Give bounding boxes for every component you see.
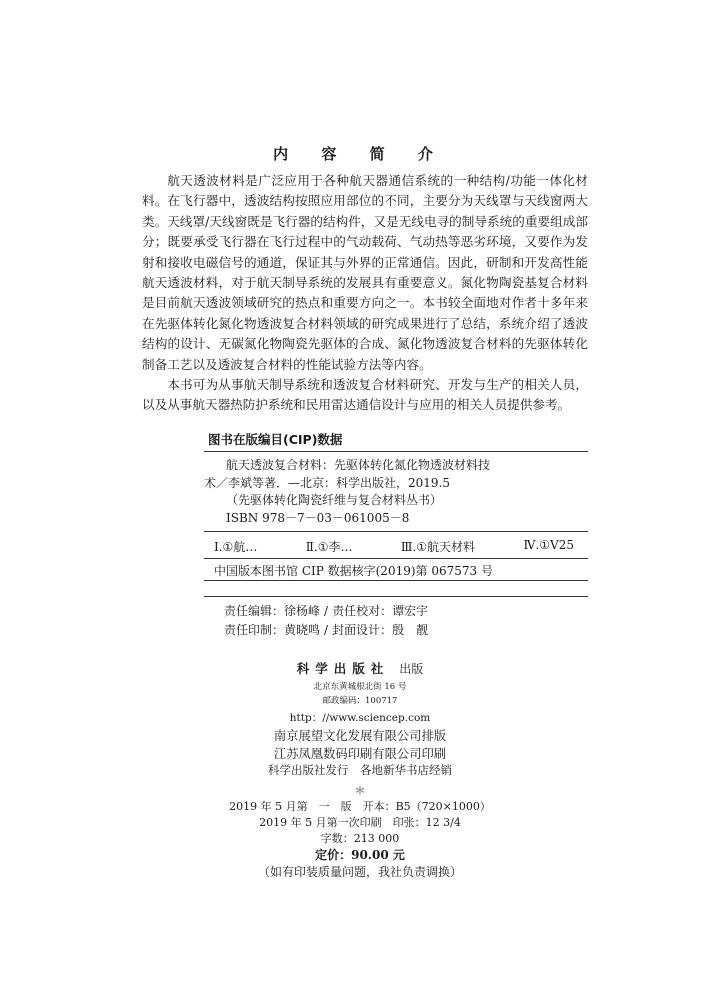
cip-line: 术／李斌等著．—北京：科学出版社，2019.5 [204, 475, 450, 490]
printing-label: 责任印制： [224, 623, 285, 637]
summary-paragraph: 本书可为从事航天制导系统和透波复合材料研究、开发与生产的相关人员，以及从事航天器热防护系统和民用雷达通信设计与应用的相关人员提供参考。 [142, 377, 588, 413]
printing-info: 2019 年 5 月第一次印刷 印张：12 3/4 [259, 816, 461, 829]
divider [204, 451, 588, 452]
published-word: 出版 [399, 662, 424, 676]
classification-item: Ⅰ.①航… [214, 540, 258, 554]
publisher-logo: 科学出版社 [296, 661, 390, 676]
staff-credits [224, 602, 428, 640]
cip-check-number: 中国版本图书馆 CIP 数据核字(2019)第 067573 号 [214, 564, 493, 578]
typesetter: 南京展望文化发展有限公司排版 [273, 729, 447, 743]
summary-paragraph: 航天透波材料是广泛应用于各种航天器通信系统的一种结构/功能一体化材料。在飞行器中，透波结构按照应用部位的不同，主要分为天线罩与天线窗两大类。天线罩/天线窗既是飞行器的结构件，又是无线电寻的制导系统的重要组成部分；既要承受飞行器在飞行过程中的气动载荷、气动热等恶劣环境，又要作为发射和接收电磁信号的通道，保证其与外界的正常通信。因此，研制和开发高性能航天透波材料，对于航天制导系统的发展具有重要意义。氮化物陶瓷基复合材料是目前航天透波领域研究的热点和重要方向之一。本书较全面地对作者十多年来在先驱体转化氮化物透波复合材料领域的研究成果进行了总结，系统介绍了透波结构的设计、无碳氮化物陶瓷先驱体的合成、氮化物透波复合材料的先驱体转化制备工艺以及透波复合材料的性能试验方法等内容。 [142, 173, 588, 372]
separator-star: ＊ [354, 784, 366, 797]
edition-info: 2019 年 5 月第 一 版 开本：B5（720×1000） [229, 800, 491, 813]
cover-name: 殷 靓 [392, 623, 429, 637]
divider [204, 558, 588, 559]
proofreader-label: 责任校对： [332, 604, 393, 618]
divider [204, 531, 588, 532]
cip-line: 航天透波复合材料：先驱体转化氮化物透波材料技 [226, 458, 491, 472]
staff-row: 责任编辑：徐杨峰 / 责任校对：谭宏宇 [224, 604, 429, 618]
cip-isbn: ISBN 978－7－03－061005－8 [226, 510, 410, 525]
word-count: 字数：213 000 [320, 832, 400, 845]
cip-line: （先驱体转化陶瓷纤维与复合材料丛书） [226, 493, 443, 507]
editor-label: 责任编辑： [224, 604, 285, 618]
distribution: 科学出版社发行 各地新华书店经销 [268, 763, 452, 777]
divider [204, 580, 588, 581]
editor-name: 徐杨峰 [284, 604, 321, 618]
staff-row: 责任印制：黄晓鸣 / 封面设计：殷 靓 [224, 623, 429, 637]
price: 定价：90.00 元 [315, 848, 405, 862]
summary-title: 内 容 简 介 [273, 145, 447, 163]
publisher-line [0, 659, 720, 677]
cover-label: 封面设计： [332, 623, 393, 637]
publisher-address: 北京东黄城根北街 16 号 [313, 682, 407, 692]
classification-item: Ⅲ.①航天材料 [400, 540, 476, 554]
printer: 江苏凤凰数码印刷有限公司印刷 [273, 747, 447, 761]
printing-name: 黄晓鸣 [284, 623, 321, 637]
cip-record [204, 457, 588, 527]
proofreader-name: 谭宏宇 [392, 604, 429, 618]
cip-heading: 图书在版编目(CIP)数据 [208, 432, 343, 447]
classification-item: Ⅳ.①V25 [523, 538, 574, 552]
classification-row [204, 538, 588, 555]
summary-text [142, 171, 588, 416]
quality-notice: （如有印装质量问题，我社负责调换） [257, 865, 462, 879]
divider [204, 596, 588, 597]
classification-item: Ⅱ.①李… [305, 540, 353, 554]
postcode: 邮政编码：100717 [322, 696, 398, 706]
publisher-url: http：//www.sciencep.com [289, 712, 431, 724]
